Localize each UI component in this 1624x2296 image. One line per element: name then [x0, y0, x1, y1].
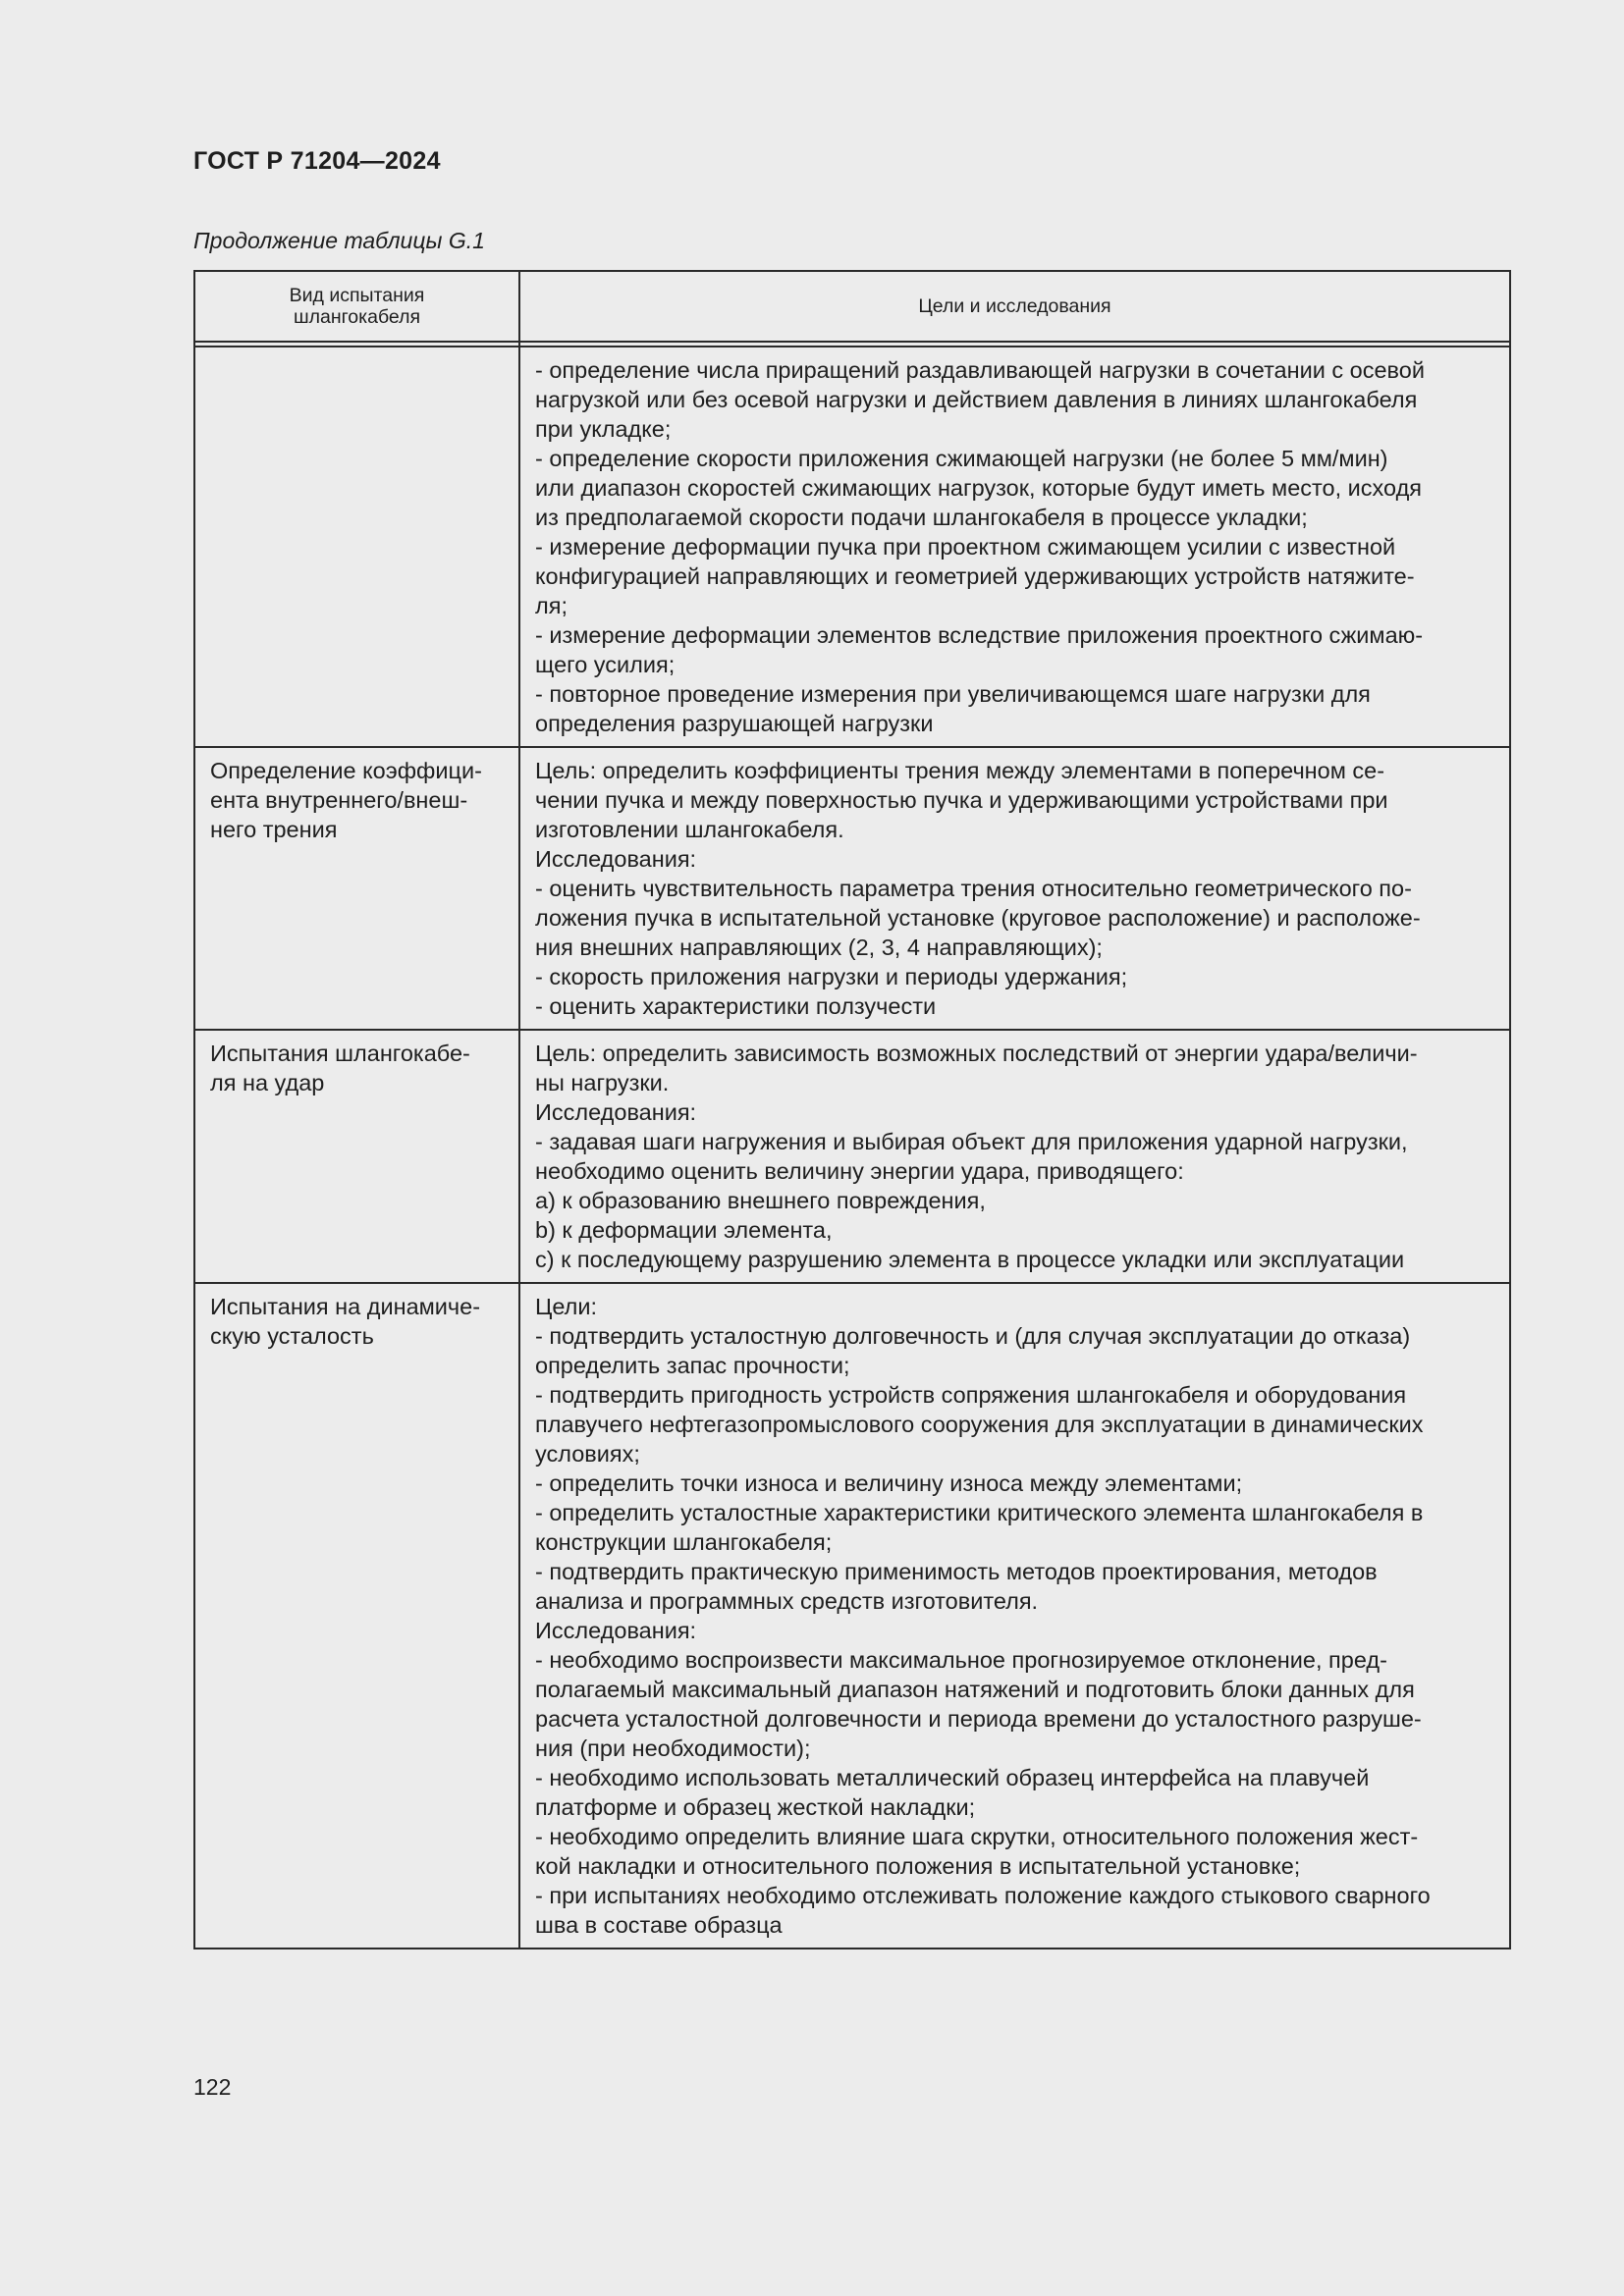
table-caption: Продолжение таблицы G.1 — [193, 228, 485, 253]
goals-line: анализа и программных средств изготовителя. — [535, 1588, 1039, 1614]
goals-line: - необходимо определить влияние шага скрутки, относительного положения жест- — [535, 1824, 1419, 1849]
goals-line: определения разрушающей нагрузки — [535, 711, 934, 736]
goals-line: ния внешних направляющих (2, 3, 4 направляющих); — [535, 934, 1103, 960]
goals-line: Исследования: — [535, 1099, 697, 1125]
test-kind-line: Испытания на динамиче- — [210, 1294, 481, 1319]
table-row — [194, 747, 1510, 1030]
goals-line: кой накладки и относительного положения в испытательной установке; — [535, 1853, 1301, 1879]
test-kind-cell — [194, 747, 519, 1030]
test-kind-line: скую усталость — [210, 1323, 374, 1349]
goals-line: Цели: — [535, 1294, 598, 1319]
table-row — [194, 1283, 1510, 1949]
goals-line: Цель: определить зависимость возможных последствий от энергии удара/величи- — [535, 1041, 1418, 1066]
goals-line: платформе и образец жесткой накладки; — [535, 1794, 976, 1820]
goals-line: a) к образованию внешнего повреждения, — [535, 1188, 986, 1213]
goals-cell — [519, 1030, 1510, 1283]
table-row — [194, 1030, 1510, 1283]
page-number: 122 — [193, 2074, 232, 2100]
goals-line: определить запас прочности; — [535, 1353, 850, 1378]
table-body — [194, 342, 1510, 1949]
table-header-row — [194, 271, 1510, 342]
goals-line: - измерение деформации пучка при проектном сжимающем усилии с известной — [535, 534, 1396, 560]
test-kind-line: Испытания шлангокабе- — [210, 1041, 470, 1066]
goals-line: Исследования: — [535, 1618, 697, 1643]
goals-line: - необходимо использовать металлический образец интерфейса на плавучей — [535, 1765, 1370, 1790]
goals-line: - определить усталостные характеристики критического элемента шлангокабеля в — [535, 1500, 1424, 1525]
goals-line: из предполагаемой скорости подачи шлангокабеля в процессе укладки; — [535, 505, 1308, 530]
goals-line: ны нагрузки. — [535, 1070, 670, 1095]
goals-line: необходимо оценить величину энергии удара, приводящего: — [535, 1158, 1184, 1184]
goals-line: условиях; — [535, 1441, 640, 1467]
goals-line: - задавая шаги нагружения и выбирая объект для приложения ударной нагрузки, — [535, 1129, 1408, 1154]
goals-line: расчета усталостной долговечности и периода времени до усталостного разруше- — [535, 1706, 1422, 1732]
test-kind-cell — [194, 1030, 519, 1283]
goals-line: нагрузкой или без осевой нагрузки и действием давления в линиях шлангокабеля — [535, 387, 1418, 412]
goals-cell — [519, 747, 1510, 1030]
goals-line: или диапазон скоростей сжимающих нагрузок, которые будут иметь место, исходя — [535, 475, 1423, 501]
goals-line: - подтвердить усталостную долговечность и (для случая эксплуатации до отказа) — [535, 1323, 1411, 1349]
goals-line: - подтвердить практическую применимость методов проектирования, методов — [535, 1559, 1378, 1584]
goals-line: - оценить характеристики ползучести — [535, 993, 937, 1019]
goals-line: конструкции шлангокабеля; — [535, 1529, 833, 1555]
goals-line: плавучего нефтегазопромыслового сооружения для эксплуатации в динамических — [535, 1412, 1424, 1437]
goals-line: - измерение деформации элементов вследствие приложения проектного сжимаю- — [535, 622, 1424, 648]
goals-line: - определение скорости приложения сжимающей нагрузки (не более 5 мм/мин) — [535, 446, 1388, 471]
goals-line: - скорость приложения нагрузки и периоды удержания; — [535, 964, 1128, 989]
goals-line: шва в составе образца — [535, 1912, 783, 1938]
document-code: ГОСТ Р 71204—2024 — [193, 147, 441, 175]
test-kind-line: Определение коэффици- — [210, 758, 482, 783]
goals-line: Исследования: — [535, 846, 697, 872]
goals-line: - необходимо воспроизвести максимальное прогнозируемое отклонение, пред- — [535, 1647, 1387, 1673]
test-kind-line: ента внутреннего/внеш- — [210, 787, 468, 813]
goals-line: - оценить чувствительность параметра трения относительно геометрического по- — [535, 876, 1412, 901]
goals-line: Цель: определить коэффициенты трения между элементами в поперечном се- — [535, 758, 1385, 783]
goals-cell — [519, 1283, 1510, 1949]
goals-line: ния (при необходимости); — [535, 1735, 811, 1761]
goals-line: - повторное проведение измерения при увеличивающемся шаге нагрузки для — [535, 681, 1371, 707]
goals-line: b) к деформации элемента, — [535, 1217, 833, 1243]
goals-line: конфигурацией направляющих и геометрией удерживающих устройств натяжите- — [535, 563, 1415, 589]
goals-line: при укладке; — [535, 416, 672, 442]
goals-line: ля; — [535, 593, 568, 618]
test-kind-cell — [194, 347, 519, 747]
column-header-goals: Цели и исследования — [519, 271, 1510, 342]
table-row — [194, 347, 1510, 747]
goals-line: ложения пучка в испытательной установке (круговое расположение) и расположе- — [535, 905, 1421, 931]
test-kind-cell — [194, 1283, 519, 1949]
goals-line: изготовлении шлангокабеля. — [535, 817, 844, 842]
tests-table — [193, 270, 1511, 1949]
goals-line: чении пучка и между поверхностью пучка и удерживающими устройствами при — [535, 787, 1388, 813]
goals-line: - подтвердить пригодность устройств сопряжения шлангокабеля и оборудования — [535, 1382, 1407, 1408]
goals-line: полагаемый максимальный диапазон натяжений и подготовить блоки данных для — [535, 1677, 1415, 1702]
column-header-test-kind: Вид испытания шлангокабеля — [194, 271, 519, 342]
goals-line: щего усилия; — [535, 652, 676, 677]
goals-line: - при испытаниях необходимо отслеживать положение каждого стыкового сварного — [535, 1883, 1431, 1908]
test-kind-line: ля на удар — [210, 1070, 325, 1095]
test-kind-line: него трения — [210, 817, 338, 842]
goals-cell — [519, 347, 1510, 747]
goals-line: c) к последующему разрушению элемента в процессе укладки или эксплуатации — [535, 1247, 1405, 1272]
goals-line: - определение числа приращений раздавливающей нагрузки в сочетании с осевой — [535, 357, 1425, 383]
goals-line: - определить точки износа и величину износа между элементами; — [535, 1470, 1243, 1496]
